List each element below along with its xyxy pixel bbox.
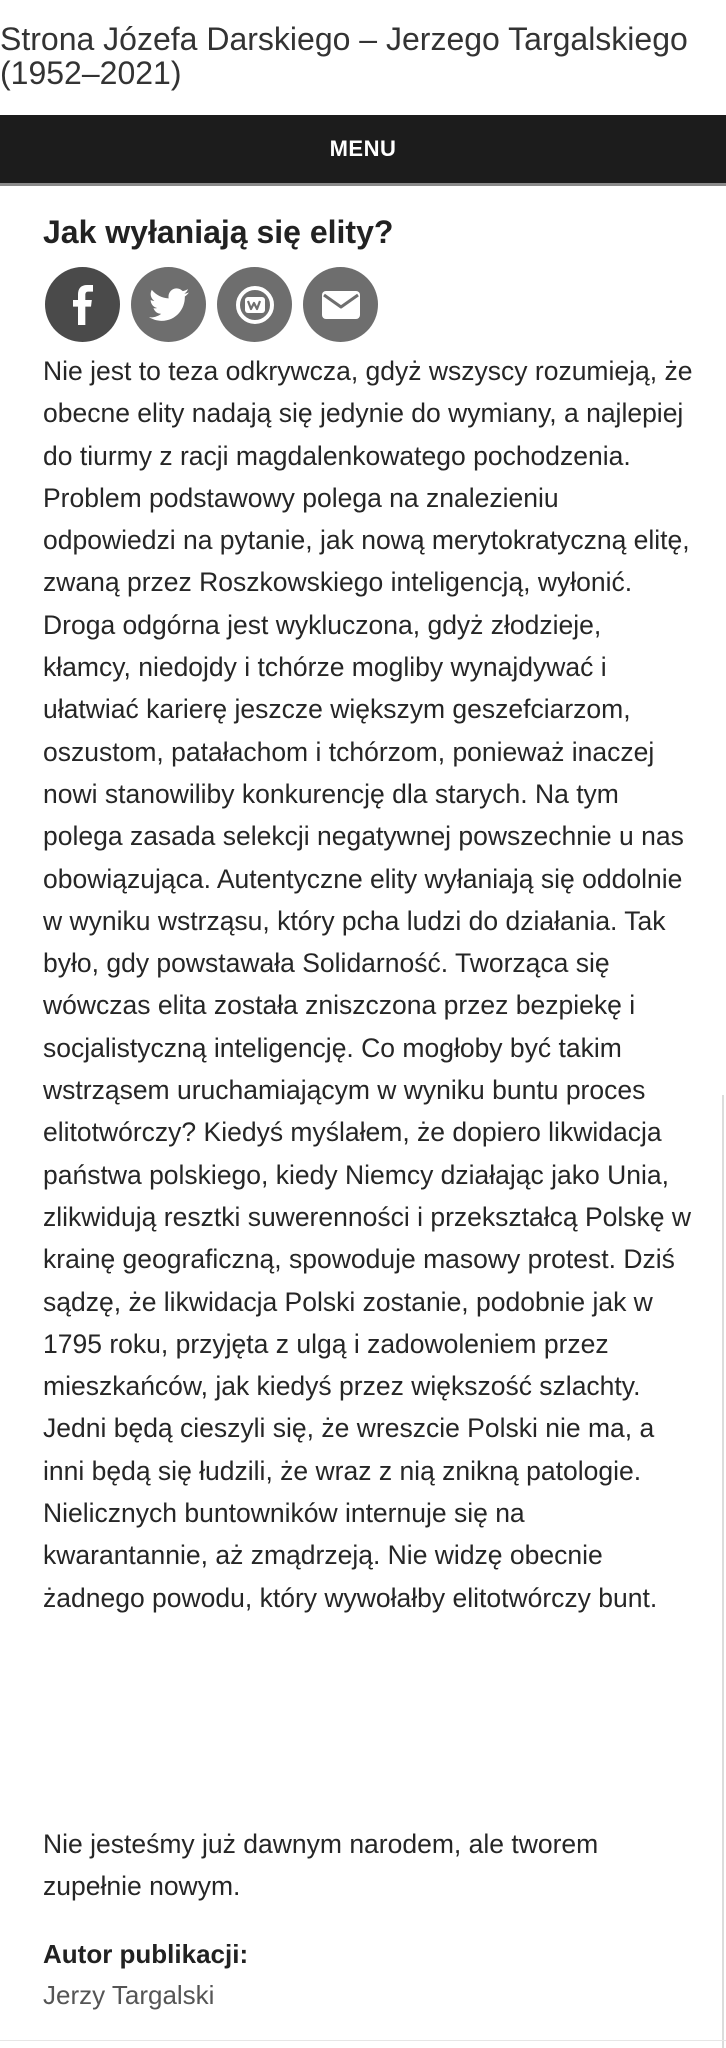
scrollbar-track xyxy=(722,1095,724,2048)
envelope-icon xyxy=(321,290,361,320)
divider xyxy=(0,2040,726,2041)
email-share-button[interactable] xyxy=(303,267,378,342)
author-name: Jerzy Targalski xyxy=(43,1980,215,2010)
article-body xyxy=(43,350,693,1902)
facebook-icon xyxy=(66,285,100,325)
share-buttons xyxy=(45,267,378,343)
article-paragraph: Nie jesteśmy już dawnym narodem, ale tworem zupełnie nowym. xyxy=(43,1829,599,1902)
main-menu-bar xyxy=(0,115,726,186)
site-title[interactable]: Strona Józefa Darskiego – Jerzego Targalskiego (1952–2021) xyxy=(0,21,688,91)
wykop-icon xyxy=(233,283,277,327)
facebook-share-button[interactable] xyxy=(45,267,120,342)
article-title: Jak wyłaniają się elity? xyxy=(43,214,394,250)
twitter-icon xyxy=(149,288,189,322)
twitter-share-button[interactable] xyxy=(131,267,206,342)
menu-button[interactable]: MENU xyxy=(329,136,397,161)
article-paragraph: Nie jest to teza odkrywcza, gdyż wszyscy rozumieją, że obecne elity nadają się jedynie do wymiany, a najlepiej do tiurmy z racji magdalenkowatego pochodzenia. Problem podstawowy polega na znalezieniu odpowiedzi na pytanie, jak nową merytokratyczną elitę, zwaną przez Roszkowskiego inteligencją, wyłonić. Droga odgórna jest wykluczona, gdyż złodzieje, kłamcy, niedojdy i tchórze mogliby wynajdywać i ułatwiać karierę jeszcze większym geszefciarzom, oszustom, patałachom i tchórzom, ponieważ inaczej nowi stanowiliby konkurencję dla starych. Na tym polega zasada selekcji negatywnej powszechnie u nas obowiązująca. Autentyczne elity wyłaniają się oddolnie w wyniku wstrząsu, który pcha ludzi do działania. Tak było, gdy powstawała Solidarność. Tworząca się wówczas elita została zniszczona przez bezpiekę i socjalistyczną inteligencję. Co mogłoby być takim wstrząsem uruchamiającym w wyniku buntu proces elitotwórczy? Kiedyś myślałem, że dopiero likwidacja państwa polskiego, kiedy Niemcy działając jako Unia, zlikwidują resztki suwerenności i przekształcą Polskę w krainę geograficzną, spowoduje masowy protest. Dziś sądzę, że likwidacja Polski zostanie, podobnie jak w 1795 roku, przyjęta z ulgą i zadowoleniem przez mieszkańców, jak kiedyś przez większość szlachty. Jedni będą cieszyli się, że wreszcie Polski nie ma, a inni będą się łudzili, że wraz z nią znikną patologie. Nielicznych buntowników internuje się na kwarantannie, aż zmądrzeją. Nie widzę obecnie żadnego powodu, który wywołałby elitotwórczy bunt. xyxy=(43,356,693,1613)
wykop-share-button[interactable] xyxy=(217,267,292,342)
author-label: Autor publikacji: xyxy=(43,1939,249,1969)
